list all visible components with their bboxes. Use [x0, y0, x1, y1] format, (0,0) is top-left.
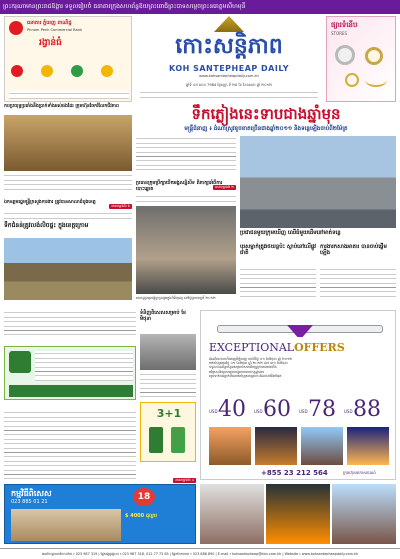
mid-lower-promo[interactable] [140, 310, 196, 480]
mid-column [136, 136, 236, 306]
airline-condition: សូមទាក់ទងភ្នាក់ងារលក់សំបុត្រយន្តហោះដែលនៅជិតបំផុត [209, 373, 282, 378]
bottom-photo [332, 484, 396, 544]
prize-badge-icon [71, 65, 83, 77]
masthead-emblem-icon [214, 16, 244, 32]
bottom-ad-phone: 023 885 01 21 [11, 499, 48, 505]
right-story2-title[interactable]: បុរសម្នាក់ត្រូវរថយន្ដប៉ះ ស្លាប់នៅលើផ្លូវជាតិ [240, 244, 316, 257]
bank-prize-row [9, 57, 129, 87]
price-item[interactable] [209, 397, 254, 425]
left-story3-photo [4, 238, 132, 300]
promo-text-lines [140, 372, 196, 398]
airplane-icon [217, 317, 381, 337]
bottom-photo [200, 484, 264, 544]
price-item[interactable] [254, 397, 299, 425]
bottom-ad-badge [133, 488, 155, 506]
airline-condition: ទទួលបានពិន្ទុបន្ថែមសម្រាប់សមាជិកប្រូក្រាមរបស់យើង [209, 365, 277, 370]
necklace-icon [365, 73, 387, 87]
footer [0, 548, 400, 558]
masthead-issue-line: ឆ្នាំទី ៤៥ លេខ 7984 ថ្ងៃសុក្រ ទី ២៥ ខែ ខែឧសភា ឆ្នាំ ២០១២ [185, 83, 273, 87]
prize-badge-icon [41, 65, 53, 77]
masthead [136, 16, 322, 102]
right-story3-text [320, 267, 396, 297]
promo-photo [140, 334, 196, 370]
mid-story-text [136, 194, 236, 204]
masthead-title-kh: កោះសន្តិភាព [175, 34, 283, 59]
bottom-ad-title: កម្មវិធីពិសេស [11, 489, 52, 498]
airline-condition: កក់សំបុត្រមុនថ្ងៃ ០១ ខែមិថុនា ឆ្នាំ ២០១២ ដល់ ៣១ ខែមិថុនា [209, 361, 288, 366]
promo-deal-label: 3+1 [156, 407, 182, 420]
headline-body-text [136, 136, 236, 172]
promo-logo-icon [9, 351, 31, 373]
left-lower-text-2 [4, 410, 136, 480]
bank-ad[interactable] [4, 16, 132, 102]
airline-headline-main: EXCEPTIONAL [209, 341, 295, 354]
right-story2-text [240, 267, 316, 297]
product-icon [149, 427, 163, 453]
destination-photo [255, 427, 297, 465]
promo-title: ទំនិញពិសេសសម្រាប់ ខែមិថុនា [140, 310, 187, 322]
right-story3-title[interactable]: ការងារកសាងអាគារ បានចាប់ផ្ដើមឡើង [320, 244, 387, 257]
left-lower-page-ref [4, 339, 136, 345]
bottom-photo [266, 484, 330, 544]
masthead-info [140, 90, 318, 100]
airline-phone[interactable]: +855 23 212 564 [261, 469, 328, 477]
watch-icon [335, 45, 355, 65]
bank-promo-text: រង្វាន់ធំ [39, 38, 62, 48]
bottom-ad-badge-value: 18 [137, 492, 151, 502]
jewelry-ad[interactable] [326, 16, 396, 102]
airline-prices [209, 397, 389, 425]
promo-deal-box [140, 402, 196, 462]
airline-brand: ក្រុមហ៊ុនអាកាសចរណ៍ [343, 470, 376, 475]
masthead-website: www.kohsantepheapdaily.com.kh [199, 74, 259, 78]
headline-main[interactable]: ទឹកភ្លៀងនេះទាបជាងឆ្នាំមុន [191, 105, 341, 123]
bank-name-kh: ធនាគារ ភ្នំពេញ ពាណិជ្ជ [27, 20, 72, 26]
right-story1-photo [240, 136, 396, 228]
left-story2-title[interactable]: ឯកឧត្តមរដ្ឋមន្ត្រីក្រសួងការងារ ត្រូវបានសាលាដំបូងខេត្ត [4, 200, 96, 205]
right-page-ref-1 [240, 298, 316, 304]
mid-story-photo [136, 206, 236, 294]
page-ref-pill: អានបន្តទំព័រ ៤ [175, 478, 194, 482]
bottom-ad[interactable] [4, 484, 196, 544]
top-banner [0, 0, 400, 14]
left-story1-text [4, 173, 132, 191]
top-banner-text: ព្រះករុណាមាន​ព្រះរាជឱង្ការ ទទួលរៀបចំ ​ធនាគារ​ក្រុងសហព័ន្ធឱយ​ព្រះ​ពោធិ​ព្រះ​បាទ​សម្ដេច​ព្រះ​នរោត្តម​សីហមុនី [3, 3, 246, 10]
bank-name-en: Phnom Penh Commercial Bank [27, 28, 83, 32]
airline-ad[interactable] [200, 310, 396, 480]
promo-page-ref [140, 466, 196, 482]
price-item[interactable] [299, 397, 344, 425]
left-story1-title[interactable]: ការប្រយុទ្ធប្រឆាំងនឹងប្រាក់ទាំងអស់ផងដែរ ក្រុមហ៊ុនចែករំលែកជីវភាព [4, 104, 119, 109]
price-currency: USD [254, 409, 263, 414]
price-currency: USD [299, 409, 308, 414]
mid-story-title[interactable]: ប្រធានក្រុមប្រឹក្សាបើកអង្គសន្និសីទ ពិភាក្សាអំពីការបោះឆ្នោត [136, 181, 223, 192]
airline-headline [209, 341, 389, 355]
airline-condition: ដំណើរហោះហើរចេញពីភ្នំពេញ ចាប់ពីថ្ងៃ ០១ ខែមិថុនា ឆ្នាំ ២០១២ [209, 357, 293, 361]
jewelry-ad-brand: ផ្សារទំនើប [331, 21, 358, 29]
jewelry-ad-tag: STORES [331, 31, 347, 36]
left-column [4, 104, 132, 304]
headline-sub: មន្ត្រីជំនាញ ៖ ដំណាំស្រូវខូចខាតច្រើនជាងឆ្នាំ២០១១ និងទន្លេឡើងចាប់ពី២ម៉ែត្រ [184, 126, 348, 132]
price-item[interactable] [344, 397, 389, 425]
destination-photo [301, 427, 343, 465]
left-lower [4, 310, 136, 480]
page-ref-pill: អានបន្តទំព័រ ៦ [111, 204, 130, 208]
green-promo-ad[interactable] [4, 346, 136, 400]
prize-badge-icon [11, 65, 23, 77]
ring-icon [345, 73, 359, 87]
mid-photo-caption: ពលរដ្ឋប្រមូលផ្ដុំគ្នាចូលរួមក្នុងពិធីបុណ្យ នៅថ្ងៃព្រហស្បតិ៍ ២០១២ [136, 296, 216, 300]
price-value: 78 [308, 397, 336, 422]
bank-logo-icon [9, 21, 23, 35]
prize-badge-icon [101, 65, 113, 77]
bottom-ad-building-photo [11, 509, 121, 541]
bank-fine-print [9, 91, 129, 99]
left-lower-text [4, 310, 136, 338]
price-value: 40 [218, 397, 246, 422]
right-story1-title[interactable]: ប្រជាជនមួយក្រុមឃើញ ឈើធំមួយដើមនៅមាត់ទន្លេ [240, 230, 341, 236]
footer-text: អាស័យដ្ឋានការិយាល័យ ៖ 023 987 319 | ផ្នែកផ្សព្វផ្សាយ ៖ 023 987 318, 012 77 73 65 | ផ្នែកចែកចាយ ៖ 023 886 890 | E-mail ៖ kohsantepheap@kbn.com.kh | Website ៖ www.kohsantepheapdaily.com.kh [41, 552, 359, 556]
promo-text [35, 351, 133, 381]
left-story3-title[interactable]: ទឹកជំនន់ត្រូវលង់លិចផ្ទះ ក្នុងខេត្តក្រោម [4, 222, 89, 229]
right-page-ref-2 [320, 298, 396, 304]
right-column [240, 136, 396, 306]
masthead-title-en: KOH SANTEPHEAP DAILY [168, 64, 289, 73]
airline-headline-accent: OFFERS [294, 341, 345, 354]
left-lower-page-ref-2 [4, 402, 136, 408]
headline-block [136, 104, 396, 134]
watch-icon [365, 47, 383, 65]
airline-destination-photos [209, 427, 389, 465]
price-currency: USD [209, 409, 218, 414]
airline-conditions [209, 357, 389, 395]
price-currency: USD [344, 409, 353, 414]
page-ref-pill: អានបន្តទំព័រ ២ [215, 185, 234, 189]
destination-photo [347, 427, 389, 465]
airline-condition: តម្លៃនេះមិនរួមបញ្ចូលពន្ធអាកាសយាន្តដ្ឋានទេ [209, 369, 265, 374]
bottom-right-photos [200, 484, 396, 544]
destination-photo [209, 427, 251, 465]
product-icon [171, 427, 185, 453]
price-value: 88 [353, 397, 381, 422]
promo-strip [9, 385, 133, 397]
bottom-ad-price: $ 4000 ដុល្លារ [125, 513, 157, 519]
left-story2-text [4, 211, 132, 221]
left-story1-photo [4, 115, 132, 171]
price-value: 60 [263, 397, 291, 422]
